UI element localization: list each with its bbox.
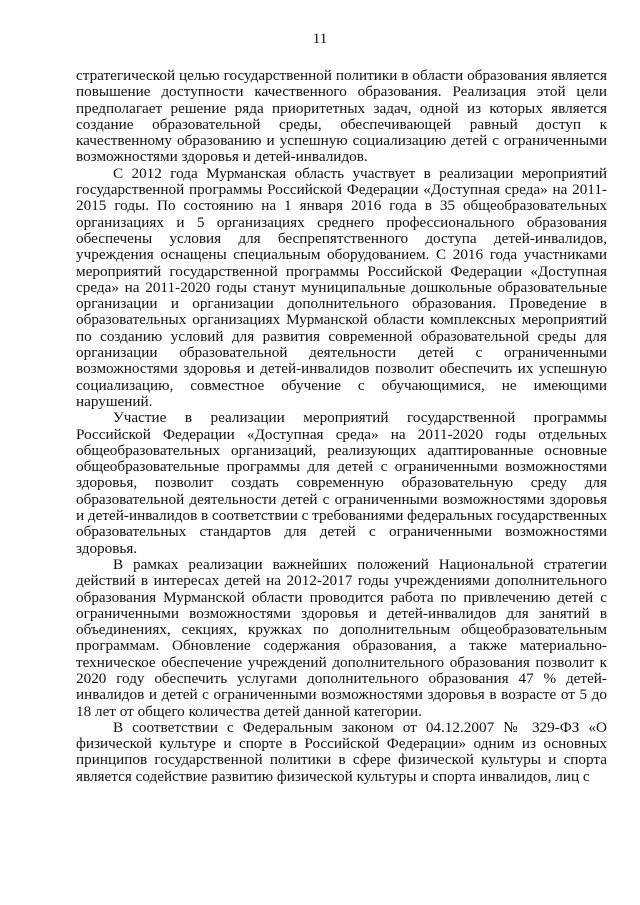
body-text <box>76 68 607 785</box>
paragraph-3: Участие в реализации мероприятий государственной программы Российской Федерации «Доступная среда» на 2011-2020 годы отдельных общеобразовательных организаций, реализующих адаптированные основные общеобразовательные программы для детей с ограниченными возможностями здоровья, позволит создать современную образовательную среду для образовательной деятельности детей с ограниченными возможностями здоровья и детей-инвалидов в соответствии с требованиями федеральных государственных образовательных стандартов для детей с ограниченными возможностями здоровья. <box>76 409 607 557</box>
paragraph-4: В рамках реализации важнейших положений Национальной стратегии действий в интересах детей на 2012-2017 годы учреждениями дополнительного образования Мурманской области проводится работа по привлечению детей с ограниченными возможностями здоровья и детей-инвалидов для занятий в объединениях, секциях, кружках по дополнительным общеобразовательным программам. Обновление содержания образования, а также материально-техническое обеспечение учреждений дополнительного образования позволит к 2020 году обеспечить услугами дополнительного образования 47 % детей-инвалидов и детей с ограниченными возможностями здоровья в возрасте от 5 до 18 лет от общего количества детей данной категории. <box>76 555 607 720</box>
paragraph-1: стратегической целью государственной политики в области образования является повышение доступности качественного образования. Реализация этой цели предполагает решение ряда приоритетных задач, одной из которых является создание образовательной среды, обеспечивающей равный доступ к качественному образованию и успешную социализацию детей с ограниченными возможностями здоровья и детей-инвалидов. <box>76 67 607 166</box>
paragraph-5: В соответствии с Федеральным законом от 04.12.2007 № 329-ФЗ «О физической культуре и спорте в Российской Федерации» одним из основных принципов государственной политики в сфере физической культуры и спорта является содействие развитию физической культуры и спорта инвалидов, лиц с <box>76 718 607 785</box>
page-number: 11 <box>312 31 328 47</box>
paragraph-2: С 2012 года Мурманская область участвует в реализации мероприятий государственной программы Российской Федерации «Доступная среда» на 2011-2015 годы. По состоянию на 1 января 2016 года в 35 общеобразовательных организациях и 5 организациях среднего профессионального образования обеспечены условия для беспрепятственного доступа детей-инвалидов, учреждения оснащены специальным оборудованием. С 2016 года участниками мероприятий государственной программы Российской Федерации «Доступная среда» на 2011-2020 годы станут муниципальные дошкольные образовательные организации и организации дополнительного образования. Проведение в образовательных организациях Мурманской области комплексных мероприятий по созданию условий для развития современной образовательной среды для организации образовательной деятельности детей с ограниченными возможностями здоровья и детей-инвалидов позволит обеспечить их успешную социализацию, совместное обучение с обучающимися, не имеющими нарушений. <box>76 164 607 410</box>
